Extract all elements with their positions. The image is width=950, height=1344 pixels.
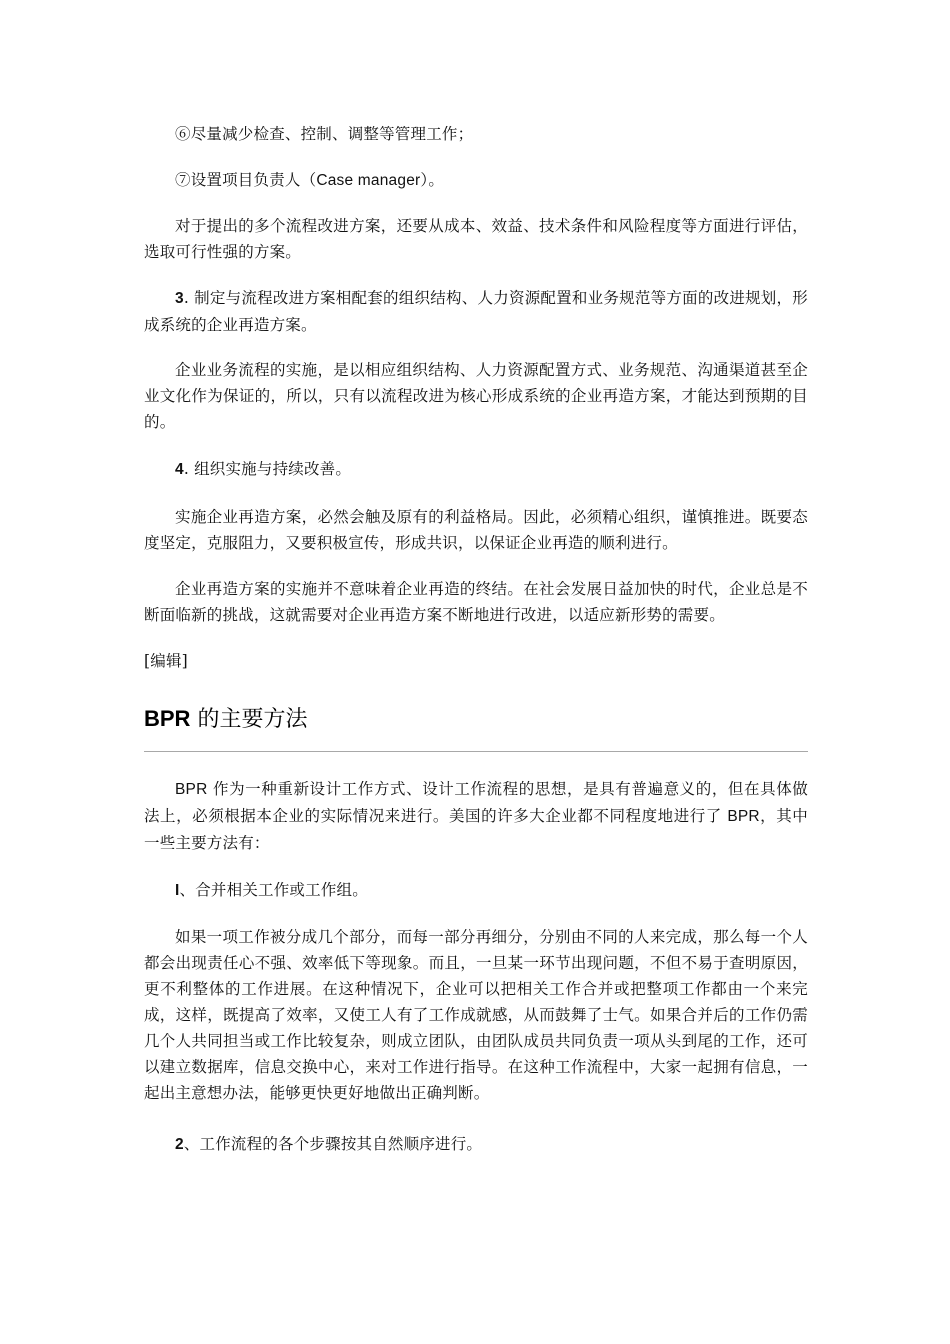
step-3 <box>144 285 808 338</box>
method-1-body: 如果一项工作被分成几个部分，而每一部分再细分，分别由不同的人来完成，那么每一个人都会出现责任心不强、效率低下等现象。而且，一旦某一环节出现问题，不但不易于查明原因，更不利整体的工作进展。在这种情况下，企业可以把相关工作合并或把整项工作都由一个来完成，这样，既提高了效率，又使工人有了工作成就感，从而鼓舞了士气。如果合并后的工作仍需几个人共同担当或工作比较复杂，则成立团队，由团队成员共同负责一项从头到尾的工作，还可以建立数据库，信息交换中心，来对工作进行指导。在这种工作流程中，大家一起拥有信息，一起出主意想办法，能够更快更好地做出正确判断。 <box>144 928 808 1102</box>
method-2-number: 2 <box>175 1136 184 1153</box>
paragraph-implement: 企业业务流程的实施，是以相应组织结构、人力资源配置方式、业务规范、沟通渠道甚至企业文化作为保证的，所以，只有以流程改进为核心形成系统的企业再造方案，才能达到预期的目的。 <box>144 361 808 431</box>
method-1-title <box>144 877 808 904</box>
intro-bpr-1: BPR <box>175 781 208 798</box>
list-item-7-suffix: ）。 <box>420 171 445 189</box>
section-heading-text: 的主要方法 <box>190 707 308 732</box>
step-4-text: . 组织实施与持续改善。 <box>183 460 352 478</box>
method-1-text: 、合并相关工作或工作组。 <box>179 881 368 899</box>
paragraph-intro <box>144 776 808 856</box>
intro-text-1: 作为一种重新设计工作方式、设计工作流程的思想，是具有普遍意义的，但在具体做法上，必须根据本企业的实际情况来进行。美国的许多大企业都不同程度地进行了 <box>144 780 808 825</box>
paragraph-carefully: 实施企业再造方案，必然会触及原有的利益格局。因此，必须精心组织，谨慎推进。既要态度坚定，克服阻力，又要积极宣传，形成共识，以保证企业再造的顺利进行。 <box>144 508 808 552</box>
method-1-number: I <box>175 882 180 899</box>
heading-divider <box>144 751 808 752</box>
step-3-text: . 制定与流程改进方案相配套的组织结构、人力资源配置和业务规范等方面的改进规划，形成系统的企业再造方案。 <box>144 289 808 334</box>
edit-link-row <box>144 648 808 674</box>
edit-link[interactable]: [编辑] <box>144 652 188 670</box>
list-item-6-text: ⑥尽量减少检查、控制、调整等管理工作； <box>175 125 474 143</box>
paragraph-evaluate: 对于提出的多个流程改进方案，还要从成本、效益、技术条件和风险程度等方面进行评估，选取可行性强的方案。 <box>144 217 808 261</box>
step-4 <box>144 456 808 483</box>
list-item-6 <box>144 121 808 147</box>
list-item-7 <box>144 167 808 194</box>
section-heading <box>144 702 808 737</box>
method-2-text: 、工作流程的各个步骤按其自然顺序进行。 <box>183 1135 483 1153</box>
section-heading-latin: BPR <box>144 706 191 731</box>
intro-text-2: ，其中一些主要方法有： <box>144 807 808 852</box>
step-4-number: 4 <box>175 461 184 478</box>
paragraph-not-end: 企业再造方案的实施并不意味着企业再造的终结。在社会发展日益加快的时代，企业总是不断面临新的挑战，这就需要对企业再造方案不断地进行改进，以适应新形势的需要。 <box>144 580 808 624</box>
list-item-7-prefix: ⑦设置项目负责人（ <box>175 171 317 189</box>
list-item-7-latin: Case manager <box>316 172 421 189</box>
step-3-number: 3 <box>175 290 184 307</box>
method-2-title <box>144 1131 808 1158</box>
intro-bpr-2: BPR <box>727 808 760 825</box>
